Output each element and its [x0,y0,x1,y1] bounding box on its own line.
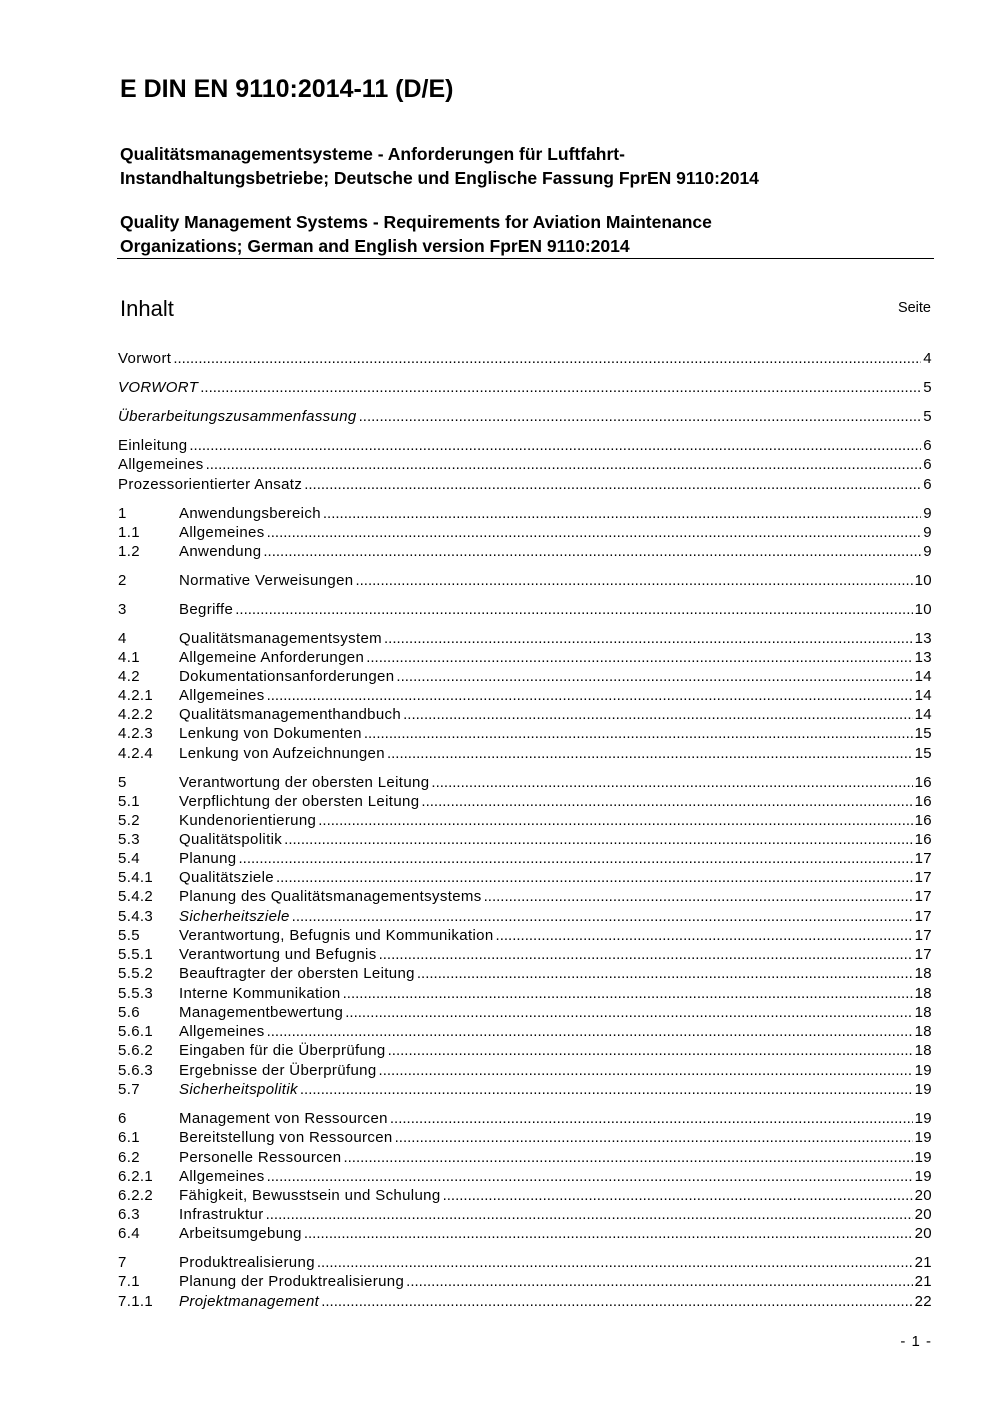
toc-entry[interactable] [118,1148,932,1168]
toc-entry[interactable] [118,1109,932,1129]
toc-entry[interactable] [118,744,932,764]
toc-entry-number: 5.4.3 [118,908,154,925]
toc-entry-leader [189,436,921,456]
toc-entry-title: Planung des Qualitätsmanagementsystems [179,888,482,905]
toc-entry[interactable] [118,1022,932,1042]
toc-entry-page: 9 [923,524,932,541]
toc-entry-leader [304,475,921,495]
toc-entry-leader [396,667,912,687]
toc-entry-page: 22 [914,1293,932,1310]
toc-entry[interactable] [118,455,932,475]
toc-entry-page: 20 [914,1225,932,1242]
toc-entry-number: 4 [118,630,127,647]
toc-entry-title: Allgemeines [179,1168,265,1185]
toc-entry-title: Anwendungsbereich [179,505,321,522]
toc-entry-page: 13 [914,649,932,666]
toc-entry-title: Qualitätspolitik [179,831,283,848]
toc-entry-page: 15 [914,745,932,762]
toc-entry-leader [343,1148,912,1168]
toc-entry-page: 6 [923,476,932,493]
toc-entry-number: 6.2.2 [118,1187,154,1204]
toc-entry-leader [379,945,913,965]
toc-entry-leader [267,523,922,543]
toc-entry-leader [484,887,913,907]
toc-entry[interactable] [118,600,932,620]
toc-entry[interactable] [118,887,932,907]
toc-entry-number: 6 [118,1110,127,1127]
toc-entry-leader [206,455,922,475]
toc-entry-leader [267,686,913,706]
toc-entry-page: 6 [923,437,932,454]
toc-entry-page: 20 [914,1187,932,1204]
toc-entry[interactable] [118,1253,932,1273]
toc-entry-title: Anwendung [179,543,262,560]
toc-entry-number: 6.2 [118,1149,140,1166]
toc-entry-page: 16 [914,812,932,829]
toc-entry-title: Allgemeine Anforderungen [179,649,365,666]
subtitle-english [120,210,712,258]
toc-entry-number: 4.2.1 [118,687,154,704]
toc-entry-page: 13 [914,630,932,647]
toc-entry-page: 19 [914,1062,932,1079]
toc-entry[interactable] [118,964,932,984]
toc-entry-title: Qualitätsziele [179,869,274,886]
toc-entry-leader [263,542,921,562]
toc-entry-title: Überarbeitungszusammenfassung [118,408,357,425]
toc-entry[interactable] [118,1167,932,1187]
toc-entry-leader [364,724,913,744]
toc-entry[interactable] [118,1186,932,1206]
toc-entry-title: Planung der Produktrealisierung [179,1273,405,1290]
toc-entry-title: Infrastruktur [179,1206,264,1223]
toc-entry-title: Beauftragter der obersten Leitung [179,965,415,982]
toc-entry-title: Begriffe [179,601,234,618]
toc-entry[interactable] [118,830,932,850]
toc-entry-page: 18 [914,965,932,982]
toc-entry-page: 17 [914,888,932,905]
toc-entry[interactable] [118,984,932,1004]
toc-entry[interactable] [118,378,932,398]
toc-entry[interactable] [118,849,932,869]
toc-entry-page: 14 [914,668,932,685]
toc-entry-number: 5.4.2 [118,888,154,905]
toc-entry[interactable] [118,1205,932,1225]
toc-entry[interactable] [118,523,932,543]
toc-entry-leader [200,378,921,398]
toc-entry[interactable] [118,945,932,965]
toc-entry-number: 4.2.3 [118,725,154,742]
toc-entry[interactable] [118,686,932,706]
toc-entry-title: Lenkung von Dokumenten [179,725,362,742]
toc-entry-title: Projektmanagement [179,1293,320,1310]
toc-entry[interactable] [118,773,932,793]
toc-entry[interactable] [118,504,932,524]
toc-entry-title: Personelle Ressourcen [179,1149,342,1166]
toc-entry-page: 17 [914,946,932,963]
toc-entry-page: 9 [923,543,932,560]
subtitle-german-line-1: Qualitätsmanagementsysteme - Anforderungen für Luftfahrt- [120,144,625,164]
toc-entry-leader [496,926,913,946]
toc-entry-leader [417,964,913,984]
toc-entry-number: 3 [118,601,127,618]
toc-entry-leader [300,1080,913,1100]
toc-entry-number: 6.4 [118,1225,140,1242]
toc-entry-title: Prozessorientierter Ansatz [118,476,303,493]
toc-entry-number: 6.2.1 [118,1168,154,1185]
toc-entry[interactable] [118,1224,932,1244]
toc-entry-title: Managementbewertung [179,1004,344,1021]
toc-entry-page: 16 [914,774,932,791]
toc-entry-leader [317,1253,913,1273]
toc-entry[interactable] [118,648,932,668]
toc-entry-page: 18 [914,985,932,1002]
toc-entry-leader [406,1272,912,1292]
toc-entry[interactable] [118,1080,932,1100]
toc-entry[interactable] [118,571,932,591]
toc-entry-number: 5.5.1 [118,946,154,963]
toc-entry-leader [388,1041,913,1061]
toc-entry[interactable] [118,407,932,427]
toc-page-column-label: Seite [897,300,931,316]
subtitle-german [120,142,759,190]
toc-entry-title: Allgemeines [118,456,204,473]
toc-entry[interactable] [118,811,932,831]
toc-entry-title: Management von Ressourcen [179,1110,388,1127]
toc-entry-number: 5.3 [118,831,140,848]
toc-entry[interactable] [118,868,932,888]
toc-entry-number: 5.5.3 [118,985,154,1002]
toc-entry-title: Allgemeines [179,524,265,541]
toc-entry[interactable] [118,1292,932,1312]
toc-entry-page: 10 [914,601,932,618]
toc-entry-title: Verantwortung und Befugnis [179,946,377,963]
toc-entry[interactable] [118,1272,932,1292]
toc-entry-number: 1.2 [118,543,140,560]
toc-entry-number: 1 [118,505,127,522]
toc-entry-page: 4 [923,350,932,367]
toc-entry-page: 18 [914,1004,932,1021]
toc-entry-leader [292,907,913,927]
toc-entry-number: 7 [118,1254,127,1271]
toc-entry-leader [267,1022,913,1042]
toc-entry-leader [443,1186,913,1206]
toc-entry[interactable] [118,475,932,495]
toc-entry-leader [359,407,922,427]
toc-entry-number: 5.6.1 [118,1023,154,1040]
title-divider [117,258,934,259]
toc-entry-title: Normative Verweisungen [179,572,354,589]
toc-entry-title: Lenkung von Aufzeichnungen [179,745,385,762]
toc-entry-number: 5.6.2 [118,1042,154,1059]
toc-entry-title: Verantwortung, Befugnis und Kommunikation [179,927,494,944]
toc-entry-number: 5.6 [118,1004,140,1021]
toc-entry-number: 4.2 [118,668,140,685]
toc-entry-title: Dokumentationsanforderungen [179,668,395,685]
toc-entry-leader [239,849,913,869]
toc-entry[interactable] [118,705,932,725]
toc-entry-number: 5.7 [118,1081,140,1098]
toc-entry[interactable] [118,542,932,562]
toc-entry[interactable] [118,349,932,369]
subtitle-english-line-2: Organizations; German and English version FprEN 9110:2014 [120,236,630,256]
toc-entry-page: 16 [914,793,932,810]
toc-entry-title: Verpflichtung der obersten Leitung [179,793,420,810]
subtitle-english-line-1: Quality Management Systems - Requirements for Aviation Maintenance [120,212,712,232]
toc-entry-title: Interne Kommunikation [179,985,341,1002]
toc-entry-page: 19 [914,1129,932,1146]
toc-entry-leader [266,1205,913,1225]
document-title: E DIN EN 9110:2014-11 (D/E) [120,75,454,103]
toc-entry-title: Qualitätsmanagementhandbuch [179,706,402,723]
toc-entry-leader [403,705,913,725]
toc-entry-number: 7.1.1 [118,1293,154,1310]
toc-entry-title: Qualitätsmanagementsystem [179,630,383,647]
toc-entry-title: Planung [179,850,237,867]
toc-entry-page: 14 [914,687,932,704]
toc-entry-page: 18 [914,1042,932,1059]
toc-entry-page: 17 [914,869,932,886]
toc-entry-leader [323,504,921,524]
toc-entry-page: 17 [914,850,932,867]
toc-entry[interactable] [118,629,932,649]
subtitle-german-line-2: Instandhaltungsbetriebe; Deutsche und Englische Fassung FprEN 9110:2014 [120,168,759,188]
toc-entry-page: 16 [914,831,932,848]
toc-entry-title: Verantwortung der obersten Leitung [179,774,430,791]
toc-entry-leader [431,773,912,793]
toc-entry[interactable] [118,436,932,456]
toc-entry-leader [390,1109,913,1129]
toc-entry-number: 5.6.3 [118,1062,154,1079]
toc-entry-number: 6.1 [118,1129,140,1146]
toc-entry-leader [284,830,912,850]
toc-entry-number: 6.3 [118,1206,140,1223]
toc-entry-number: 4.2.4 [118,745,154,762]
toc-entry-title: Arbeitsumgebung [179,1225,302,1242]
toc-entry-page: 17 [914,927,932,944]
toc-entry[interactable] [118,907,932,927]
toc-entry-leader [379,1061,913,1081]
toc-entry-title: Bereitstellung von Ressourcen [179,1129,393,1146]
toc-entry-title: Allgemeines [179,1023,265,1040]
toc-entry-page: 5 [923,379,932,396]
toc-entry-number: 7.1 [118,1273,140,1290]
toc-entry-page: 21 [914,1273,932,1290]
toc-entry-page: 9 [923,505,932,522]
toc-entry-page: 18 [914,1023,932,1040]
toc-entry-page: 19 [914,1110,932,1127]
toc-entry-title: Allgemeines [179,687,265,704]
toc-entry-page: 17 [914,908,932,925]
toc-entry-leader [173,349,921,369]
toc-entry-page: 14 [914,706,932,723]
toc-entry-leader [345,1003,912,1023]
toc-entry[interactable] [118,792,932,812]
toc-entry[interactable] [118,724,932,744]
toc-entry-number: 5.1 [118,793,140,810]
toc-entry-leader [276,868,913,888]
toc-entry-page: 19 [914,1081,932,1098]
toc-entry[interactable] [118,1061,932,1081]
toc-entry-number: 5.5 [118,927,140,944]
toc-entry-number: 5.5.2 [118,965,154,982]
toc-entry-page: 6 [923,456,932,473]
toc-entry-page: 21 [914,1254,932,1271]
toc-entry-title: VORWORT [118,379,199,396]
toc-entry-leader [387,744,913,764]
toc-entry-title: Kundenorientierung [179,812,317,829]
toc-entry-leader [421,792,912,812]
toc-entry-leader [318,811,912,831]
toc-entry-title: Einleitung [118,437,188,454]
toc-entry-title: Ergebnisse der Überprüfung [179,1062,377,1079]
toc-entry-number: 1.1 [118,524,140,541]
toc-entry[interactable] [118,667,932,687]
toc-entry-leader [395,1128,913,1148]
toc-entry-leader [355,571,912,591]
toc-entry-page: 10 [914,572,932,589]
toc-entry-number: 5 [118,774,127,791]
toc-entry-number: 5.4 [118,850,140,867]
toc-entry-leader [366,648,912,668]
toc-entry-page: 15 [914,725,932,742]
toc-entry-number: 4.2.2 [118,706,154,723]
toc-entry-number: 2 [118,572,127,589]
toc-heading: Inhalt [120,296,174,321]
toc-entry-number: 4.1 [118,649,140,666]
toc-entry-leader [267,1167,913,1187]
toc-entry-leader [321,1292,912,1312]
toc-entry-number: 5.2 [118,812,140,829]
toc-entry-leader [304,1224,913,1244]
toc-entry-title: Sicherheitspolitik [179,1081,298,1098]
toc-entry[interactable] [118,1003,932,1023]
page-number: - 1 - [900,1333,932,1350]
toc-entry-page: 19 [914,1149,932,1166]
toc-entry[interactable] [118,926,932,946]
toc-entry-title: Fähigkeit, Bewusstsein und Schulung [179,1187,441,1204]
toc-entry-page: 19 [914,1168,932,1185]
toc-entry-leader [384,629,913,649]
toc-entry-title: Vorwort [118,350,172,367]
toc-entry-leader [235,600,912,620]
toc-entry-page: 20 [914,1206,932,1223]
toc-entry-title: Eingaben für die Überprüfung [179,1042,386,1059]
toc-entry[interactable] [118,1128,932,1148]
toc-entry-title: Sicherheitsziele [179,908,290,925]
toc-entry-leader [343,984,913,1004]
toc-entry-number: 5.4.1 [118,869,154,886]
toc-entry-title: Produktrealisierung [179,1254,315,1271]
toc-entry-page: 5 [923,408,932,425]
toc-entry[interactable] [118,1041,932,1061]
